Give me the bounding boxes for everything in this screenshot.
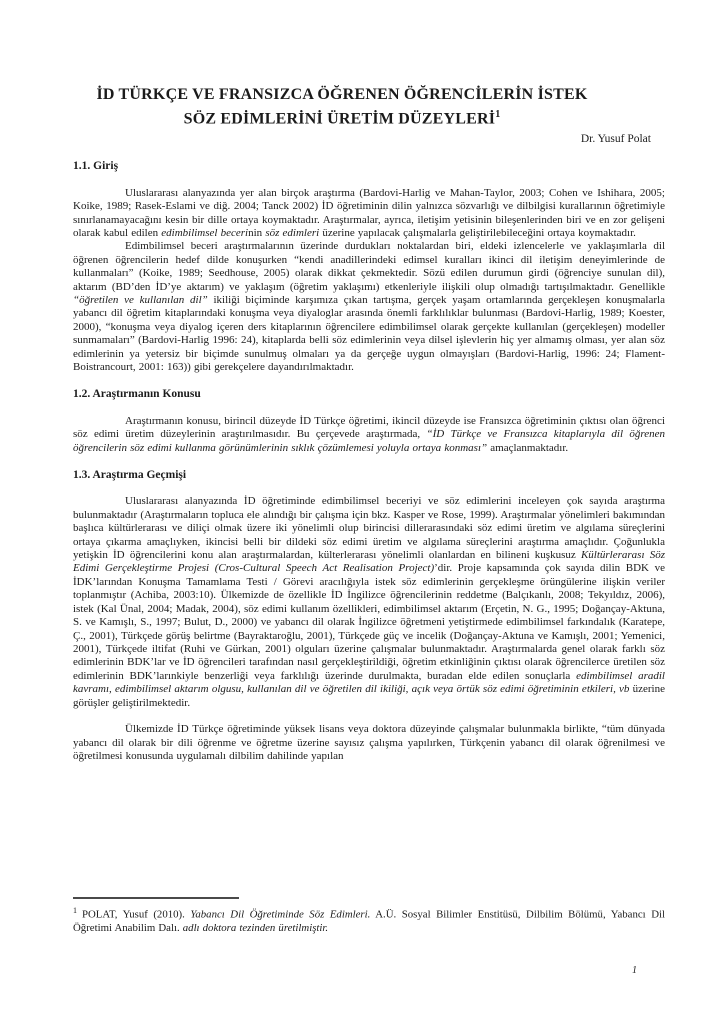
section-heading-arastirma-gecmisi: 1.3. Araştırma Geçmişi <box>73 469 187 482</box>
paragraph: Ülkemizde İD Türkçe öğretiminde yüksek lisans veya doktora düzeyinde çalışmalar bulunmakla birlikte, “tüm dünyada yabancı dil olarak bir dili öğrenme ve öğretme üzerine sayısız çalışma yapılırken, Türkçenin yabancı dil olarak öğrenilmesi ve öğretilmesi konusunda uygulamalı dilbilim dahilinde yapılan <box>73 723 665 763</box>
footnote-separator-rule <box>73 897 239 899</box>
paper-title-line-2 <box>73 105 611 129</box>
paragraph: Uluslararası alanyazında İD öğretiminde edimbilimsel beceriyi ve söz edimlerini inceleyen çok sayıda araştırma bulunmaktadır (Araştırmaların topluca ele alındığı bir çalışma için bkz. Kasper ve Rose, 1999). Araştırmalar yönelimleri bakımından başlıca kültürlerarası ve diliçi olmak üzere iki yönelimli olup birincisi dillerarasındaki söz edimi üretim ve algılama süreçlerini ortaya çıkarma amaçlıyken, ikincisi belli bir dildeki söz edimi üretim ve algılama süreçlerini araştırma amaçlıdır. Çoğunlukla yetişkin İD öğrencilerini konu alan araştırmalardan, külterlerarası yönelimli olanlardan en bilineni kuşkusuz Kültürlerarası Söz Edimi Gerçekleştirme Projesi (Cros-Cultural Speech Act Realisation Project)’dir. Proje kapsamında çok sayıda dilin BDK ve İDK’larından Konuşma Tamamlama Testi / Görevi aracılığıyla istek söz edimlerinin gerçekleşme örüngülerine ilişkin veriler toplanmıştır (Achiba, 2003:10). Ülkemizde de özellikle İD İngilizce öğrencilerinin reddetme (Balçıkanlı, 2008; Tekyıldız, 2006), istek (Kal Ünal, 2004; Madak, 2004), söz edimi kullanım özellikleri, edimbilimsel aktarım (Erçetin, N. G., 1995; Doğançay-Aktuna, S. ve Kamışlı, S., 1997; Bulut, D., 2000) ve yabancı dil olarak İngilizce öğretmeni yetiştirmede edimbilimsel farkındalık (Karatepe, Ç., 2001), Türkçede görüş belirtme (Bayraktaroğlu, 2001), Türkçede güç ve incelik (Doğançay-Aktuna ve Kamışlı, 2001; Yemenici, 2001), Türkçede iltifat (Ruhi ve Gürkan, 2001) olguları üzerine çalışmalar bulunmaktadır. Araştırmalarda genel olarak farklı söz edimlerinin BDK’lar ve İD öğrencileri tarafından nasıl gerçekleştirildiği, öğretim etkinliğinin çıktısı olarak öğrencilerce üretilen söz edimlerinin BDK’larınkiyle benzerliği veya farklılığı üzerinde durulmakta, buradan elde edilen sonuçlarla edimbilimsel aradil kavramı, edimbilimsel aktarım olgusu, kullanılan dil ve öğretilen dil ikiliği, açık veya örtük söz edimi öğretiminin etkileri, vb üzerine görüşler geliştirilmektedir. <box>73 495 665 709</box>
footnote-body: POLAT, Yusuf (2010). Yabancı Dil Öğretiminde Söz Edimleri. A.Ü. Sosyal Bilimler Enstitüsü, Dilbilim Bölümü, Yabancı Dil Öğretimi Anabilim Dalı. adlı doktora tezinden üretilmiştir. <box>73 908 665 935</box>
footnote-text <box>73 904 665 936</box>
footnote-area <box>73 897 665 936</box>
page-number: 1 <box>632 965 637 976</box>
paragraph: Uluslararası alanyazında yer alan birçok araştırma (Bardovi-Harlig ve Mahan-Taylor, 2003; Cohen ve Ishihara, 2005; Koike, 1989; Rasek-Eslami ve diğ. 2004; Tanck 2002) İD öğretiminin dilin yalnızca sözvarlığı ve dilbilgisi kurallarının öğretimiyle sınırlanamayacağını kesin bir dille ortaya koymaktadır. Araştırmalar, ayrıca, iletişim yetisinin bileşenlerinden biri ve en zor gelişeni olarak kabul edilen edimbilimsel becerinin söz edimleri üzerine yapılacak çalışmalarla geliştirilebileceğini ortaya koymaktadır. <box>73 186 665 239</box>
paragraph: Edimbilimsel beceri araştırmalarının üzerinde durdukları noktalardan biri, eldeki izlencelerle ve yaklaşımlarla dil öğrenen öğrencilerin hedef dilde konuşurken “kendi anadillerindeki edimsel kuralları ikinci dil iletişim deneyimlerinde de kullanmaları” (Koike, 1989; Seedhouse, 2005) olarak dikkat çekmektedir. Sözü edilen durumun girdi (öğrenciye sunulan dil), aktarım (BD’den İD’ye aktarım) ve yaklaşım (öğretim yaklaşımı) etkenleriyle ilişkili olup olmadığı tartışılmaktadır. Genellikle “öğretilen ve kullanılan dil” ikiliği biçiminde karşımıza çıkan tartışma, gerçek yaşam ortamlarında gerçekleşen konuşmalarla yabancı dil öğretim kitaplarındaki konuşma veya diyaloglar arasında önemli farklılıklar bulunması (Bardovi-Harlig, 1989; Koester, 2000), “konuşma veya diyalog içeren ders kitaplarının öğrencilere edimbilimsel olarak gerçekte kullanılan (gerçekleşen) modeller sunmamaları” (Bardovi-Harlig 1996: 24), kitaplarda belli söz edimlerinin veya dilsel işlevlerin hiç yer almamış olması, yer alan söz edimlerinin ya yetersiz bir biçimde sunulmuş olmaları ya da gerçeğe uygun olmayışları (Bardovi-Harlig, 1996: 24; Flament-Boistrancourt, 2001: 163)) gibi gerekçelere dayandırılmaktadır. <box>73 240 665 374</box>
section-heading-giris: 1.1. Giriş <box>73 160 119 173</box>
title-footnote-ref: 1 <box>495 109 501 120</box>
page-content <box>73 85 665 764</box>
footnote-marker: 1 <box>73 906 77 915</box>
paragraph: Araştırmanın konusu, birincil düzeyde İD Türkçe öğretimi, ikincil düzeyde ise Fransızca öğretiminin çıktısı olan öğrenci söz edimi üretim düzeylerinin araştırılmasıdır. Bu çerçevede araştırmada, “İD Türkçe ve Fransızca kitaplarıyla dil öğrenen öğrencilerin söz edimi kullanma görünümlerinin sıklık çözümlemesi yoluyla ortaya konması” amaçlanmaktadır. <box>73 414 665 454</box>
paper-title-line-1: İD TÜRKÇE VE FRANSIZCA ÖĞRENEN ÖĞRENCİLERİN İSTEK <box>96 86 588 103</box>
paper-title <box>73 85 611 129</box>
author-byline: Dr. Yusuf Polat <box>580 133 651 146</box>
section-heading-arastirmanin-konusu: 1.2. Araştırmanın Konusu <box>73 388 201 401</box>
paper-title-line-2-text: SÖZ EDİMLERİNİ ÜRETİM DÜZEYLERİ <box>183 110 496 128</box>
